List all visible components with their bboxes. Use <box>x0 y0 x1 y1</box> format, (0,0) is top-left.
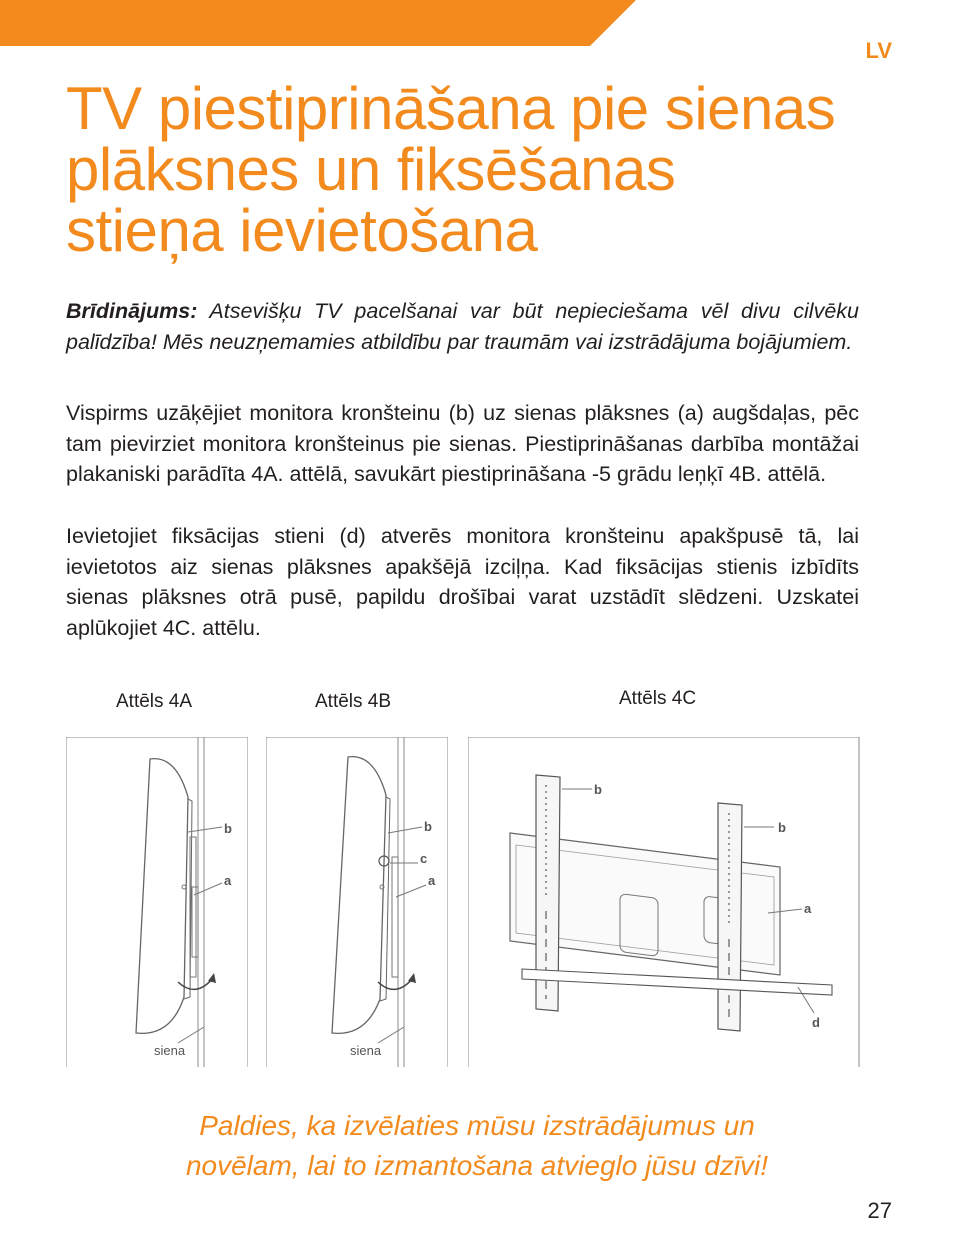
figure-4b-label-b: b <box>424 819 432 834</box>
figure-4b-label-c: c <box>420 851 428 866</box>
figure-4c <box>468 737 860 1067</box>
thank-you-line-2: novēlam, lai to izmantošana atvieglo jūsu dzīvi! <box>185 1150 769 1181</box>
figure-4a <box>66 737 248 1067</box>
language-code: LV <box>865 38 892 63</box>
figure-4b-label-a: a <box>428 873 436 888</box>
page-number: 27 <box>867 1198 892 1223</box>
instruction-paragraph-2: Ievietojiet fiksācijas stieni (d) atverēs monitora kronšteinu apakšpusē tā, lai ievietotos aiz sienas plāksnes apakšējā izciļņa. Kad fiksācijas stienis izbīdīts sienas plāksnes otrā pusē, papildu drošībai varat uzstādīt slēdzeni. Uzskatei aplūkojiet 4C. attēlu. <box>66 524 859 640</box>
title-line-2: plāksnes un fiksēšanas <box>66 136 676 203</box>
instruction-paragraph-1: Vispirms uzāķējiet monitora kronšteinu (b) uz sienas plāksnes (a) augšdaļas, pēc tam pievirziet monitora kronšteinus pie sienas. Piestiprināšanas darbība montāžai plakaniski parādīta 4A. attēlā, savukārt piestiprināšana -5 grādu leņķī 4B. attēlā. <box>66 401 859 486</box>
figure-4a-illustration <box>66 737 248 1067</box>
title-line-1: TV piestiprināšana pie sienas <box>66 75 836 142</box>
figure-4c-label-b-right: b <box>778 820 786 835</box>
warning-paragraph <box>66 296 859 357</box>
warning-text: Atsevišķu TV pacelšanai var būt nepieciešama vēl divu cilvēku palīdzība! Mēs neuzņemamies atbildību par traumām vai izstrādājuma bojājumiem. <box>66 299 859 354</box>
header-banner <box>0 0 954 46</box>
page-title <box>66 75 886 264</box>
warning-label: Brīdinājums: <box>66 299 198 323</box>
figure-4a-caption: Attēls 4A <box>116 691 193 712</box>
figure-4a-wall-label: siena <box>154 1043 186 1058</box>
figure-4b-caption: Attēls 4B <box>315 691 392 712</box>
title-line-3: stieņa ievietošana <box>66 197 538 264</box>
thank-you-line-1: Paldies, ka izvēlaties mūsu izstrādājumus un <box>199 1110 755 1141</box>
figure-4c-caption: Attēls 4C <box>619 688 697 709</box>
figure-4b-illustration <box>266 737 448 1067</box>
figure-4c-illustration <box>468 737 860 1067</box>
figure-4a-label-b: b <box>224 821 232 836</box>
thank-you-message <box>0 1106 954 1186</box>
figure-4a-label-a: a <box>224 873 232 888</box>
figure-4c-label-d: d <box>812 1015 820 1030</box>
figure-4b-wall-label: siena <box>350 1043 382 1058</box>
figure-4c-label-a: a <box>804 901 812 916</box>
figure-4c-label-b-left: b <box>594 782 602 797</box>
figure-4b <box>266 737 448 1067</box>
